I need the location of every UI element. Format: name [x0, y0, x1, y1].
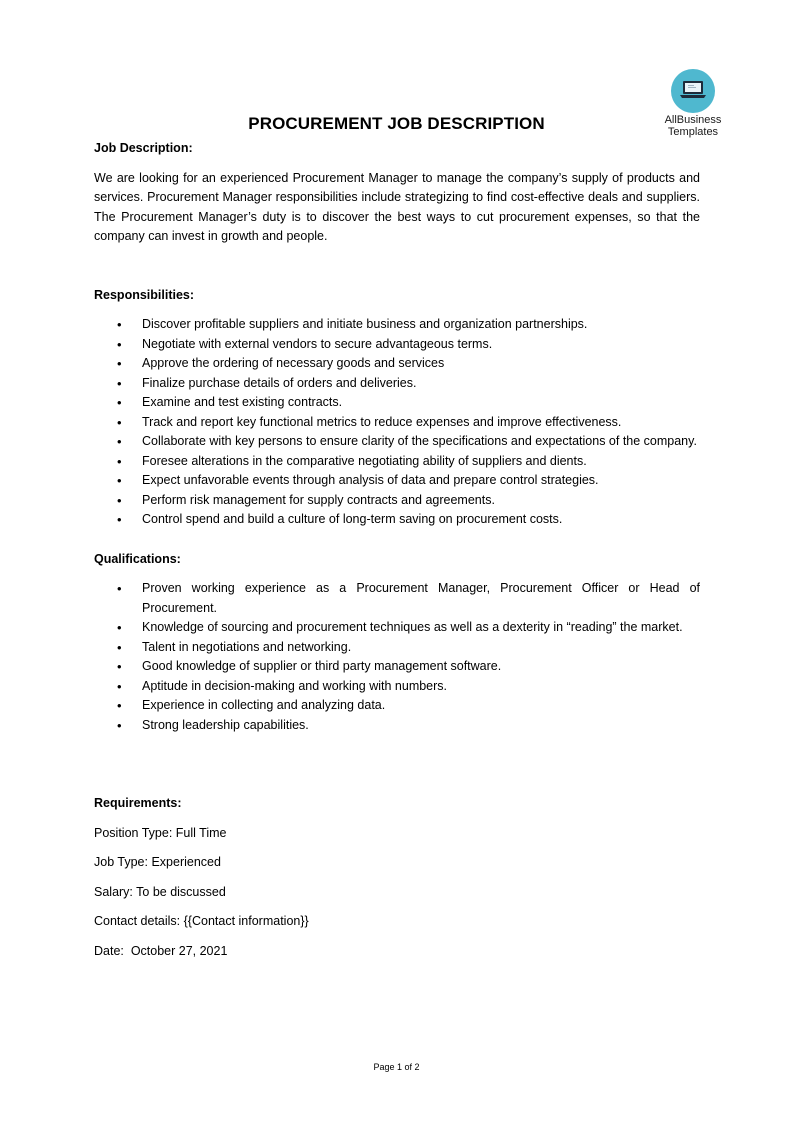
job-type: Job Type: Experienced — [94, 855, 221, 869]
list-item: • Negotiate with external vendors to secure advantageous terms. — [94, 335, 700, 355]
list-item: • Expect unfavorable events through analysis of data and prepare control strategies. — [94, 471, 700, 491]
qualifications-list — [94, 579, 700, 735]
page-number: Page 1 of 2 — [373, 1062, 420, 1072]
laptop-icon — [679, 79, 707, 101]
list-item: • Strong leadership capabilities. — [94, 716, 700, 736]
list-item: • Foresee alterations in the comparative negotiating ability of suppliers and dients. — [94, 452, 700, 472]
document-title: PROCUREMENT JOB DESCRIPTION — [248, 114, 545, 133]
list-item: • Talent in negotiations and networking. — [94, 638, 700, 658]
position-type: Position Type: Full Time — [94, 825, 227, 840]
list-item: • Examine and test existing contracts. — [94, 393, 700, 413]
logo-circle — [671, 69, 715, 113]
list-item: • Discover profitable suppliers and initiate business and organization partnerships. — [94, 315, 700, 335]
list-item: • Control spend and build a culture of long-term saving on procurement costs. — [94, 510, 700, 530]
list-item: • Aptitude in decision-making and working with numbers. — [94, 677, 700, 697]
document-date: Date: October 27, 2021 — [94, 943, 228, 958]
responsibilities-list — [94, 315, 700, 530]
salary: Salary: To be discussed — [94, 884, 226, 899]
list-item: • Good knowledge of supplier or third party management software. — [94, 657, 700, 677]
logo-line-1: AllBusiness — [664, 114, 722, 126]
logo-line-2: Templates — [667, 126, 719, 138]
list-item: • Collaborate with key persons to ensure clarity of the specifications and expectations of the company. — [94, 432, 700, 452]
requirements-heading: Requirements: — [94, 796, 182, 810]
job-description-heading: Job Description: — [94, 141, 193, 155]
list-item: • Knowledge of sourcing and procurement techniques as well as a dexterity in “reading” the market. — [94, 618, 700, 638]
responsibilities-heading: Responsibilities: — [94, 287, 195, 302]
list-item: • Finalize purchase details of orders and deliveries. — [94, 374, 700, 394]
contact-details: Contact details: {{Contact information}} — [94, 914, 309, 928]
qualifications-heading: Qualifications: — [94, 551, 181, 566]
list-item: • Track and report key functional metrics to reduce expenses and improve effectiveness. — [94, 413, 700, 433]
list-item: • Experience in collecting and analyzing data. — [94, 696, 700, 716]
list-item: • Proven working experience as a Procurement Manager, Procurement Officer or Head of Procurement. — [94, 579, 700, 618]
document-body — [94, 139, 700, 961]
list-item: • Approve the ordering of necessary goods and services — [94, 354, 700, 374]
job-description-text: We are looking for an experienced Procurement Manager to manage the company’s supply of products and services. Procurement Manager responsibilities include strategizing to find cost-effective deals and suppliers. The Procurement Manager’s duty is to discover the best ways to cut procurement expenses, so that the company can invest in growth and people. — [94, 170, 700, 243]
list-item: • Perform risk management for supply contracts and agreements. — [94, 491, 700, 511]
